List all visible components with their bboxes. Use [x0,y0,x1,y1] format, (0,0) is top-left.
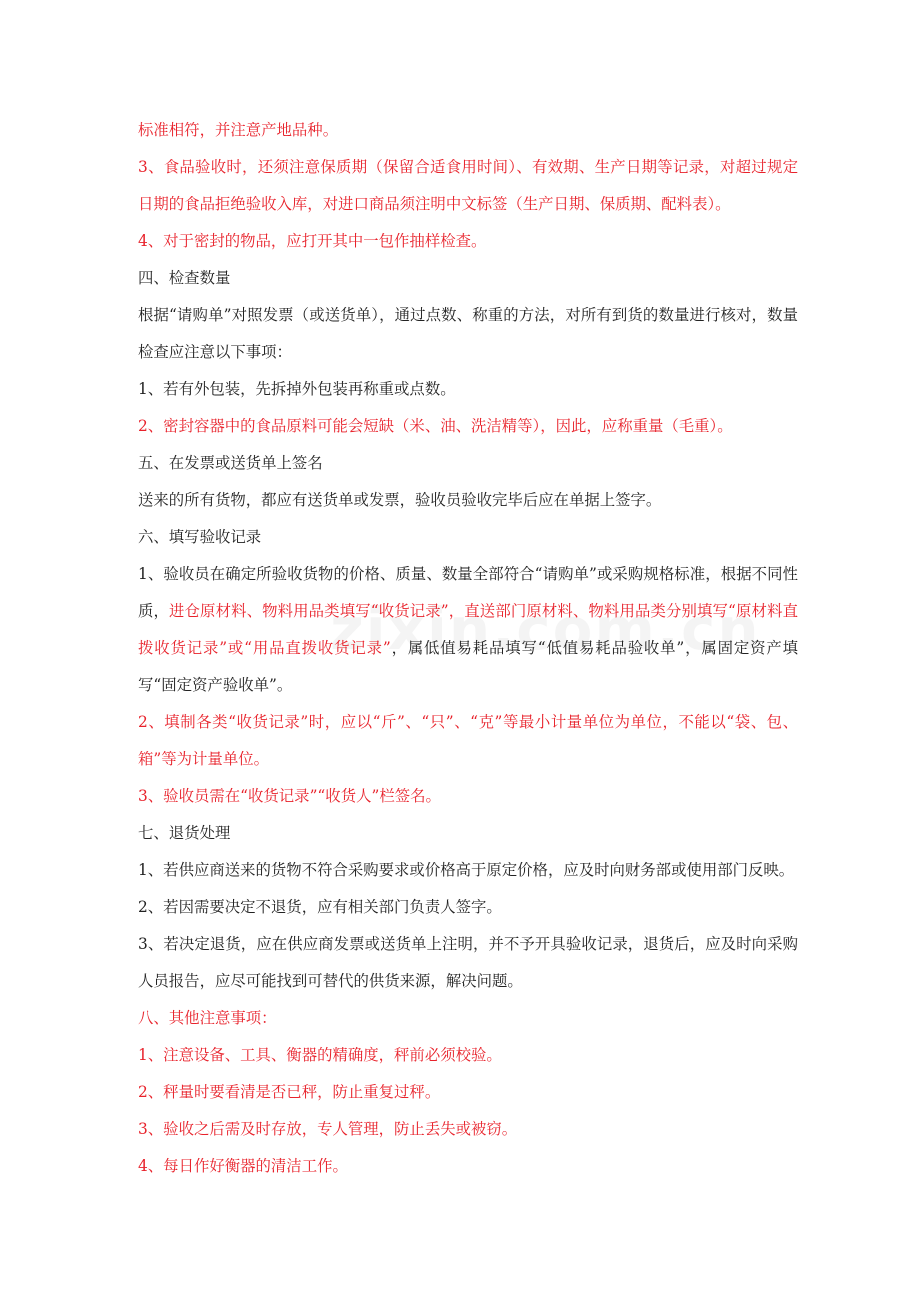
text-run: 3、验收员需在“收货记录”“收货人”栏签名。 [138,787,441,805]
text-run: 4、每日作好衡器的清洁工作。 [138,1157,348,1175]
paragraph [138,223,798,260]
paragraph [138,1037,798,1074]
text-run: 1、验收员在确定所验收货物的价格、质量、数量全部符合“请购单”或采购规格标准，根据不同性质， [138,565,798,620]
paragraph [138,815,798,852]
paragraph [138,1148,798,1185]
paragraph [138,297,798,371]
paragraph [138,112,798,149]
text-run: 1、注意设备、工具、衡器的精确度，秤前必须校验。 [138,1046,502,1064]
text-run: 3、验收之后需及时存放，专人管理，防止丢失或被窃。 [138,1120,518,1138]
text-run: 四、检查数量 [138,269,231,287]
document-body [138,112,798,1185]
text-run: 1、若供应商送来的货物不符合采购要求或价格高于原定价格，应及时向财务部或使用部门反映。 [138,861,795,879]
paragraph [138,556,798,704]
paragraph [138,926,798,1000]
text-run: 六、填写验收记录 [138,528,262,546]
text-run: 2、密封容器中的食品原料可能会短缺（米、油、洗洁精等），因此，应称重量（毛重）。 [138,417,733,435]
text-run: 五、在发票或送货单上签名 [138,454,323,472]
text-run: ，属低值易耗品填写“低值易耗品验收单”，属固定资产填写“固定资产验收单”。 [138,639,798,694]
text-run: 4、对于密封的物品，应打开其中一包作抽样检查。 [138,232,487,250]
paragraph [138,371,798,408]
text-run: 根据“请购单”对照发票（或送货单），通过点数、称重的方法，对所有到货的数量进行核对，数量检查应注意以下事项： [138,306,798,361]
paragraph [138,1000,798,1037]
text-run: 八、其他注意事项： [138,1009,277,1027]
paragraph [138,889,798,926]
paragraph [138,778,798,815]
text-run: 进仓原材料、物料用品类填写“收货记录”，直送部门原材料、物料用品类分别填写“原材料直拨收货记录”或“用品直拨收货记录” [138,602,798,657]
text-run: 2、若因需要决定不退货，应有相关部门负责人签字。 [138,898,502,916]
paragraph [138,519,798,556]
paragraph [138,1074,798,1111]
paragraph [138,704,798,778]
text-run: 3、若决定退货，应在供应商发票或送货单上注明，并不予开具验收记录，退货后，应及时向采购人员报告，应尽可能找到可替代的供货来源，解决问题。 [138,935,798,990]
text-run: 标准相符，并注意产地品种。 [138,121,339,139]
text-run: 2、填制各类“收货记录”时，应以“斤”、“只”、“克”等最小计量单位为单位，不能以“袋、包、箱”等为计量单位。 [138,713,798,768]
text-run: 1、若有外包装，先拆掉外包装再称重或点数。 [138,380,456,398]
paragraph [138,149,798,223]
paragraph [138,408,798,445]
paragraph [138,1111,798,1148]
text-run: 七、退货处理 [138,824,231,842]
text-run: 2、秤量时要看清是否已秤，防止重复过秤。 [138,1083,441,1101]
paragraph [138,852,798,889]
text-run: 送来的所有货物，都应有送货单或发票，验收员验收完毕后应在单据上签字。 [138,491,662,509]
text-run: 3、食品验收时，还须注意保质期（保留合适食用时间）、有效期、生产日期等记录，对超过规定日期的食品拒绝验收入库，对进口商品须注明中文标签（生产日期、保质期、配料表）。 [138,158,798,213]
paragraph [138,260,798,297]
paragraph [138,445,798,482]
paragraph [138,482,798,519]
